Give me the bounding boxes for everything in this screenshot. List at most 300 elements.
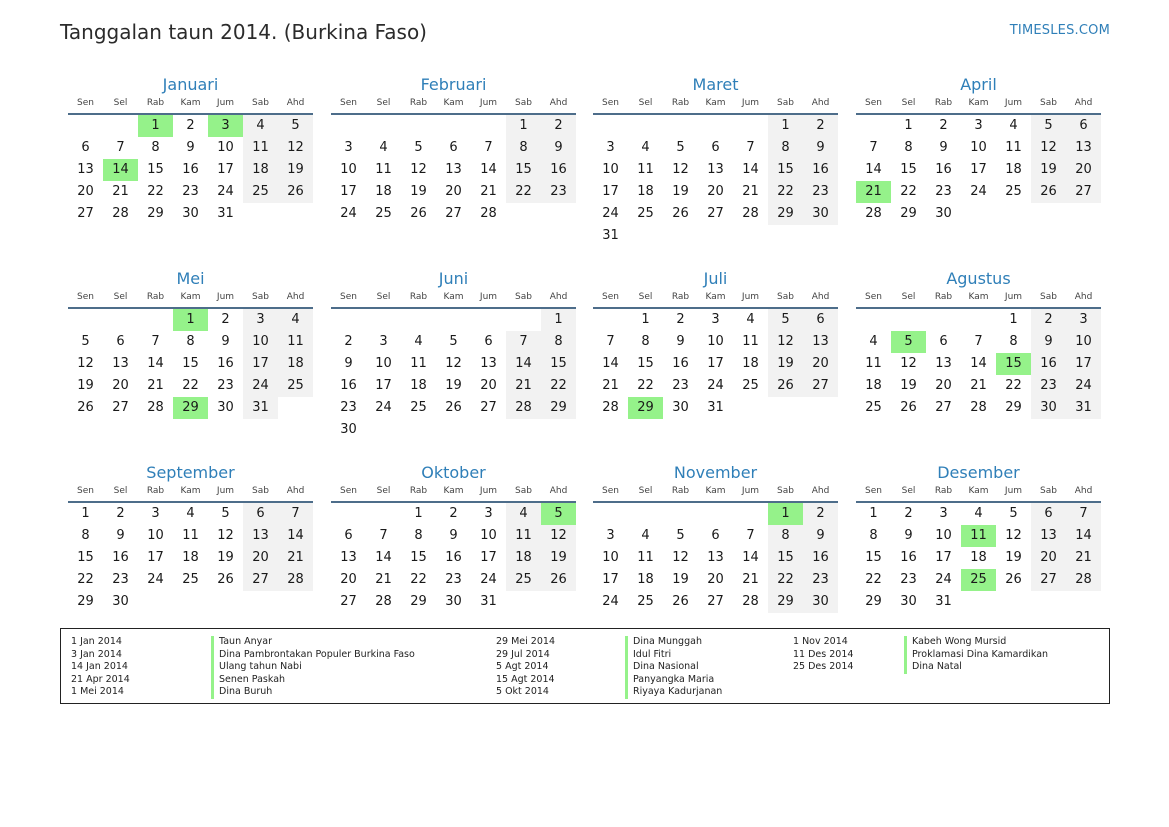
day-cell: 12 <box>672 162 689 177</box>
day-cell: 2 <box>676 312 685 327</box>
empty-cell <box>278 203 313 225</box>
empty-cell <box>138 309 173 331</box>
day-cell: 3 <box>606 140 615 155</box>
day-cell: 19 <box>217 550 234 565</box>
empty-cell <box>961 591 996 613</box>
day-cell: 13 <box>707 162 724 177</box>
weekday-label: Kam <box>180 486 201 496</box>
weekday-label: Rab <box>934 98 953 108</box>
weekday-label: Sel <box>376 98 391 108</box>
holiday-name: Kabeh Wong Mursid <box>904 636 1048 649</box>
day-cell: 21 <box>970 378 987 393</box>
empty-cell <box>243 591 278 613</box>
day-cell: 7 <box>869 140 878 155</box>
day-cell: 22 <box>410 572 427 587</box>
day-cell: 5 <box>768 309 803 331</box>
holiday-date: 14 Jan 2014 <box>71 661 128 672</box>
day-cell: 29 <box>541 397 576 419</box>
weekday-header <box>68 97 313 115</box>
day-cell: 11 <box>243 137 278 159</box>
day-cell: 2 <box>803 115 838 137</box>
day-cell: 25 <box>637 206 654 221</box>
day-cell: 30 <box>217 400 234 415</box>
day-cell: 4 <box>641 140 650 155</box>
day-cell: 18 <box>637 184 654 199</box>
day-cell: 18 <box>865 378 882 393</box>
day-cell: 13 <box>445 162 462 177</box>
day-cell: 26 <box>278 181 313 203</box>
day-cell: 29 <box>410 594 427 609</box>
weekday-label: Ahd <box>549 98 568 108</box>
day-cell: 4 <box>186 506 195 521</box>
weekday-label: Sel <box>638 98 653 108</box>
day-cell: 11 <box>182 528 199 543</box>
month-september <box>68 461 313 613</box>
day-cell: 29 <box>900 206 917 221</box>
empty-cell <box>331 503 366 525</box>
day-cell: 12 <box>900 356 917 371</box>
day-cell: 5 <box>278 115 313 137</box>
day-cell: 8 <box>641 334 650 349</box>
day-cell: 13 <box>340 550 357 565</box>
holiday-name: Riyaya Kadurjanan <box>625 686 722 699</box>
day-cell: 31 <box>243 397 278 419</box>
day-cell: 27 <box>77 206 94 221</box>
weekday-label: Jum <box>1004 98 1023 108</box>
day-cell: 29 <box>768 591 803 613</box>
empty-cell <box>278 591 313 613</box>
day-cell: 21 <box>112 184 129 199</box>
day-cell: 16 <box>445 550 462 565</box>
weekday-header <box>593 97 838 115</box>
empty-cell <box>733 503 768 525</box>
holiday-day-cell: 11 <box>961 525 996 547</box>
day-cell: 13 <box>243 525 278 547</box>
holiday-date: 25 Des 2014 <box>793 661 854 672</box>
day-cell: 22 <box>768 569 803 591</box>
weekday-label: Sel <box>113 292 128 302</box>
weekday-label: Sen <box>340 98 357 108</box>
day-cell: 28 <box>1066 569 1101 591</box>
day-cell: 13 <box>77 162 94 177</box>
weekday-label: Sen <box>77 486 94 496</box>
day-cell: 28 <box>375 594 392 609</box>
day-cell: 7 <box>746 140 755 155</box>
day-cell: 19 <box>77 378 94 393</box>
holiday-name: Dina Munggah <box>625 636 722 649</box>
day-cell: 18 <box>742 356 759 371</box>
weekday-label: Sel <box>113 98 128 108</box>
empty-cell <box>471 419 506 441</box>
empty-cell <box>593 503 628 525</box>
day-cell: 10 <box>935 528 952 543</box>
day-cell: 16 <box>340 378 357 393</box>
day-cell: 26 <box>445 400 462 415</box>
day-cell: 3 <box>606 528 615 543</box>
holiday-day-cell: 14 <box>103 159 138 181</box>
empty-cell <box>471 115 506 137</box>
day-cell: 31 <box>480 594 497 609</box>
weekday-label: Rab <box>671 98 690 108</box>
day-cell: 19 <box>672 572 689 587</box>
day-cell: 11 <box>1005 140 1022 155</box>
day-cell: 14 <box>147 356 164 371</box>
day-cell: 19 <box>1031 159 1066 181</box>
empty-cell <box>541 591 576 613</box>
day-cell: 1 <box>641 312 650 327</box>
month-name: Agustus <box>946 269 1011 288</box>
day-cell: 10 <box>217 140 234 155</box>
holiday-name: Dina Natal <box>904 661 1048 674</box>
weekday-header <box>331 485 576 503</box>
empty-cell <box>1031 203 1066 225</box>
day-cell: 5 <box>221 506 230 521</box>
day-cell: 27 <box>480 400 497 415</box>
empty-cell <box>401 419 436 441</box>
holiday-name: Taun Anyar <box>211 636 415 649</box>
day-cell: 16 <box>935 162 952 177</box>
day-cell: 18 <box>375 184 392 199</box>
month-oktober <box>331 461 576 613</box>
empty-cell <box>173 591 208 613</box>
day-cell: 25 <box>865 400 882 415</box>
day-cell: 14 <box>970 356 987 371</box>
holiday-name: Panyangka Maria <box>625 674 722 687</box>
day-cell: 19 <box>410 184 427 199</box>
day-grid <box>593 309 838 419</box>
weekday-label: Sab <box>515 98 532 108</box>
empty-cell <box>733 115 768 137</box>
holiday-date: 3 Jan 2014 <box>71 648 122 660</box>
day-cell: 6 <box>484 334 493 349</box>
weekday-label: Ahd <box>811 486 830 496</box>
day-cell: 17 <box>1066 353 1101 375</box>
empty-cell <box>856 115 891 137</box>
day-cell: 3 <box>344 140 353 155</box>
day-cell: 5 <box>1031 115 1066 137</box>
day-cell: 3 <box>939 506 948 521</box>
day-cell: 14 <box>602 356 619 371</box>
empty-cell <box>103 115 138 137</box>
day-cell: 6 <box>243 503 278 525</box>
day-cell: 30 <box>112 594 129 609</box>
day-cell: 7 <box>278 503 313 525</box>
empty-cell <box>103 309 138 331</box>
site-link[interactable]: TIMESLES.COM <box>1009 23 1110 38</box>
day-cell: 17 <box>147 550 164 565</box>
day-cell: 29 <box>768 203 803 225</box>
weekday-label: Kam <box>443 98 464 108</box>
day-cell: 9 <box>939 140 948 155</box>
day-cell: 21 <box>480 184 497 199</box>
weekday-label: Ahd <box>549 486 568 496</box>
day-cell: 12 <box>217 528 234 543</box>
day-cell: 7 <box>746 528 755 543</box>
empty-cell <box>663 115 698 137</box>
holiday-names-col-1 <box>211 636 415 699</box>
day-grid <box>68 503 313 613</box>
day-cell: 30 <box>935 206 952 221</box>
day-cell: 24 <box>147 572 164 587</box>
weekday-label: Kam <box>443 486 464 496</box>
day-cell: 4 <box>506 503 541 525</box>
weekday-label: Sab <box>252 98 269 108</box>
day-cell: 28 <box>147 400 164 415</box>
day-cell: 30 <box>803 591 838 613</box>
holiday-date: 21 Apr 2014 <box>71 673 130 685</box>
day-cell: 29 <box>77 594 94 609</box>
day-cell: 7 <box>484 140 493 155</box>
day-cell: 23 <box>803 181 838 203</box>
month-name: Juni <box>438 269 469 288</box>
day-cell: 3 <box>484 506 493 521</box>
weekday-label: Sel <box>376 486 391 496</box>
day-cell: 26 <box>541 569 576 591</box>
weekday-label: Sen <box>602 292 619 302</box>
month-name: Juli <box>703 269 728 288</box>
day-cell: 23 <box>1031 375 1066 397</box>
day-cell: 23 <box>340 400 357 415</box>
day-cell: 26 <box>217 572 234 587</box>
day-cell: 4 <box>974 506 983 521</box>
holiday-name: Proklamasi Dina Kamardikan <box>904 649 1048 662</box>
day-cell: 19 <box>900 378 917 393</box>
day-cell: 16 <box>217 356 234 371</box>
day-cell: 9 <box>116 528 125 543</box>
weekday-label: Sel <box>901 292 916 302</box>
day-cell: 9 <box>449 528 458 543</box>
empty-cell <box>628 503 663 525</box>
weekday-label: Rab <box>409 98 428 108</box>
day-cell: 4 <box>278 309 313 331</box>
day-cell: 10 <box>1066 331 1101 353</box>
day-cell: 15 <box>77 550 94 565</box>
month-april <box>856 73 1101 225</box>
weekday-label: Rab <box>409 292 428 302</box>
day-cell: 15 <box>182 356 199 371</box>
day-cell: 7 <box>506 331 541 353</box>
day-cell: 21 <box>375 572 392 587</box>
day-cell: 8 <box>1009 334 1018 349</box>
day-cell: 15 <box>147 162 164 177</box>
weekday-label: Ahd <box>811 292 830 302</box>
day-cell: 8 <box>869 528 878 543</box>
day-cell: 26 <box>672 594 689 609</box>
weekday-header <box>68 291 313 309</box>
empty-cell <box>593 309 628 331</box>
weekday-label: Ahd <box>286 98 305 108</box>
day-cell: 12 <box>445 356 462 371</box>
weekday-label: Kam <box>180 98 201 108</box>
weekday-label: Rab <box>146 292 165 302</box>
holiday-name: Senen Paskah <box>211 674 415 687</box>
holiday-day-cell: 5 <box>891 331 926 353</box>
empty-cell <box>803 225 838 247</box>
day-cell: 20 <box>707 184 724 199</box>
day-cell: 9 <box>186 140 195 155</box>
day-cell: 9 <box>904 528 913 543</box>
day-cell: 19 <box>445 378 462 393</box>
day-grid <box>856 309 1101 419</box>
weekday-label: Jum <box>479 98 498 108</box>
empty-cell <box>68 115 103 137</box>
day-cell: 24 <box>970 184 987 199</box>
weekday-label: Ahd <box>286 486 305 496</box>
day-cell: 25 <box>506 569 541 591</box>
month-name: Desember <box>937 463 1020 482</box>
day-cell: 12 <box>541 525 576 547</box>
day-cell: 10 <box>970 140 987 155</box>
day-cell: 13 <box>1066 137 1101 159</box>
day-cell: 24 <box>935 572 952 587</box>
empty-cell <box>628 225 663 247</box>
day-cell: 17 <box>707 356 724 371</box>
day-cell: 24 <box>602 206 619 221</box>
holiday-day-cell: 1 <box>173 309 208 331</box>
empty-cell <box>366 419 401 441</box>
day-cell: 22 <box>637 378 654 393</box>
day-cell: 3 <box>379 334 388 349</box>
empty-cell <box>698 115 733 137</box>
day-cell: 20 <box>1066 159 1101 181</box>
holiday-day-cell: 1 <box>138 115 173 137</box>
day-cell: 17 <box>970 162 987 177</box>
day-cell: 5 <box>676 528 685 543</box>
day-cell: 6 <box>449 140 458 155</box>
weekday-label: Jum <box>216 486 235 496</box>
day-cell: 1 <box>869 506 878 521</box>
weekday-header <box>856 97 1101 115</box>
day-cell: 6 <box>803 309 838 331</box>
day-cell: 12 <box>77 356 94 371</box>
weekday-label: Jum <box>741 292 760 302</box>
day-cell: 10 <box>243 331 278 353</box>
day-cell: 4 <box>746 312 755 327</box>
day-cell: 12 <box>1005 528 1022 543</box>
day-cell: 9 <box>803 137 838 159</box>
day-cell: 30 <box>182 206 199 221</box>
day-cell: 22 <box>77 572 94 587</box>
day-cell: 23 <box>217 378 234 393</box>
empty-cell <box>1066 591 1101 613</box>
empty-cell <box>961 309 996 331</box>
weekday-label: Rab <box>934 292 953 302</box>
empty-cell <box>541 419 576 441</box>
weekday-label: Ahd <box>549 292 568 302</box>
day-cell: 19 <box>1005 550 1022 565</box>
day-cell: 4 <box>414 334 423 349</box>
day-cell: 1 <box>81 506 90 521</box>
day-cell: 22 <box>506 181 541 203</box>
weekday-label: Sen <box>77 292 94 302</box>
day-cell: 28 <box>506 397 541 419</box>
weekday-label: Sen <box>865 292 882 302</box>
day-cell: 4 <box>1009 118 1018 133</box>
day-cell: 15 <box>541 353 576 375</box>
day-cell: 24 <box>602 594 619 609</box>
empty-cell <box>663 503 698 525</box>
holiday-names-col-2 <box>625 636 722 699</box>
weekday-label: Rab <box>146 486 165 496</box>
weekday-label: Kam <box>968 98 989 108</box>
day-cell: 8 <box>151 140 160 155</box>
day-cell: 22 <box>541 375 576 397</box>
day-cell: 28 <box>742 594 759 609</box>
day-cell: 21 <box>742 572 759 587</box>
day-cell: 25 <box>375 206 392 221</box>
weekday-label: Sen <box>602 486 619 496</box>
weekday-header <box>856 485 1101 503</box>
day-cell: 17 <box>243 353 278 375</box>
day-cell: 6 <box>711 528 720 543</box>
weekday-label: Rab <box>146 98 165 108</box>
empty-cell <box>733 225 768 247</box>
day-cell: 18 <box>506 547 541 569</box>
day-cell: 20 <box>340 572 357 587</box>
weekday-header <box>331 291 576 309</box>
day-cell: 18 <box>970 550 987 565</box>
empty-cell <box>1066 203 1101 225</box>
empty-cell <box>436 115 471 137</box>
empty-cell <box>138 591 173 613</box>
day-cell: 1 <box>414 506 423 521</box>
weekday-header <box>68 485 313 503</box>
empty-cell <box>436 309 471 331</box>
day-cell: 9 <box>541 137 576 159</box>
day-cell: 23 <box>541 181 576 203</box>
day-cell: 16 <box>803 159 838 181</box>
day-cell: 14 <box>480 162 497 177</box>
day-cell: 24 <box>340 206 357 221</box>
day-cell: 31 <box>1066 397 1101 419</box>
month-name: April <box>960 75 997 94</box>
empty-cell <box>243 203 278 225</box>
day-cell: 27 <box>935 400 952 415</box>
day-cell: 23 <box>112 572 129 587</box>
day-cell: 18 <box>410 378 427 393</box>
day-cell: 20 <box>803 353 838 375</box>
holiday-list <box>60 628 1110 704</box>
day-cell: 6 <box>116 334 125 349</box>
day-grid <box>68 309 313 419</box>
day-cell: 9 <box>803 525 838 547</box>
weekday-label: Jum <box>741 98 760 108</box>
weekday-label: Sab <box>1040 292 1057 302</box>
day-cell: 31 <box>935 594 952 609</box>
day-cell: 7 <box>379 528 388 543</box>
day-cell: 27 <box>445 206 462 221</box>
day-cell: 12 <box>768 331 803 353</box>
holiday-date: 15 Agt 2014 <box>496 673 555 685</box>
day-cell: 24 <box>1066 375 1101 397</box>
day-cell: 24 <box>480 572 497 587</box>
weekday-label: Sab <box>515 292 532 302</box>
empty-cell <box>68 309 103 331</box>
empty-cell <box>471 309 506 331</box>
day-cell: 27 <box>707 206 724 221</box>
month-juni <box>331 267 576 441</box>
day-cell: 25 <box>1005 184 1022 199</box>
day-cell: 13 <box>112 356 129 371</box>
day-cell: 15 <box>637 356 654 371</box>
day-cell: 26 <box>410 206 427 221</box>
day-cell: 24 <box>707 378 724 393</box>
holiday-date: 29 Mei 2014 <box>496 636 555 647</box>
day-cell: 28 <box>970 400 987 415</box>
day-cell: 15 <box>768 547 803 569</box>
weekday-label: Ahd <box>1074 98 1093 108</box>
day-cell: 19 <box>278 159 313 181</box>
